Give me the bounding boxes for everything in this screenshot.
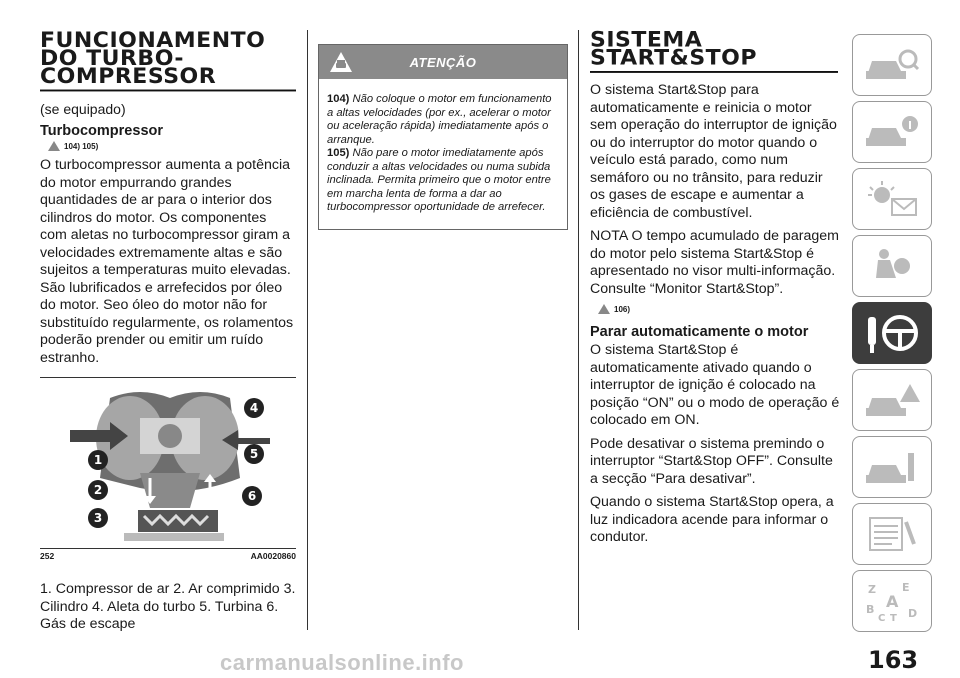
turbo-heading-line-1: FUNCIONAMENTO: [40, 28, 266, 53]
startstop-paragraph-1: O sistema Start&Stop para automaticamente e reinicia o motor sem operação do interruptor de ignição ou do interruptor do motor quando o veículo está parado, como num semáforo ou no trânsito, para reduzir os gases de escape e aumentar a eficiência de combustível.: [590, 82, 837, 221]
tab-car-search[interactable]: [852, 34, 932, 96]
warning-section: [318, 44, 568, 230]
startstop-paragraph-3: Pode desativar o sistema premindo o interruptor “Start&Stop OFF”. Consulte a secção “Para desativar”.: [590, 435, 833, 487]
tab-airbag-safety[interactable]: [852, 235, 932, 297]
callout-5: 5: [249, 447, 259, 461]
turbo-heading-line-3: COMPRESSOR: [40, 64, 217, 89]
startstop-ref-text: 106): [614, 304, 631, 314]
warning-item-number: 104): [327, 93, 350, 105]
warning-triangle-icon: [598, 304, 610, 314]
tab-car-info[interactable]: [852, 101, 932, 163]
index-letter: A: [886, 592, 899, 611]
warning-body: [319, 79, 567, 229]
startstop-heading: [590, 28, 838, 73]
specs-list-icon: [862, 514, 922, 554]
tab-specs-list[interactable]: [852, 503, 932, 565]
turbo-figure: [40, 377, 296, 549]
startstop-ref[interactable]: [598, 304, 840, 314]
warning-item-text: Não coloque o motor em funcionamento a altas velocidades (por ex., acelerar o motor ou aceleração rápida) imediatamente após o arranque.: [327, 93, 552, 146]
startstop-note: NOTA O tempo acumulado de paragem do motor pelo sistema Start&Stop é apresentado no visor multi-informação. Consulte “Monitor Start&Stop”.: [590, 228, 839, 297]
tab-alphabet-index[interactable]: [852, 570, 932, 632]
callout-6: 6: [247, 489, 257, 503]
index-letter: D: [908, 607, 918, 620]
equipped-note: (se equipado): [40, 101, 126, 117]
callout-1: 1: [93, 453, 103, 467]
startstop-paragraph-4: Quando o sistema Start&Stop opera, a luz indicadora acende para informar o condutor.: [590, 494, 834, 545]
chapter-tabs: [852, 34, 932, 637]
warning-header: [319, 45, 567, 79]
car-info-icon: [862, 112, 922, 152]
index-letter: E: [902, 581, 910, 594]
figure-legend: 1. Compressor de ar 2. Ar comprimido 3. Cilindro 4. Aleta do turbo 5. Turbina 6. Gás de escape: [40, 581, 296, 632]
callout-4: 4: [249, 401, 259, 415]
page-number: 163: [868, 646, 919, 674]
car-service-icon: [862, 447, 922, 487]
figure-page: 252: [40, 551, 55, 561]
warning-lights-icon: [862, 179, 922, 219]
callout-3: 3: [93, 511, 103, 525]
tab-steering-key[interactable]: [852, 302, 932, 364]
index-letter: C: [878, 613, 886, 623]
car-search-icon: [862, 45, 922, 85]
warning-triangle-icon: [48, 141, 60, 151]
turbo-section: [40, 30, 296, 640]
startstop-section: [590, 30, 840, 553]
steering-key-icon: [862, 311, 922, 355]
column-divider-1: [307, 30, 308, 630]
warning-title: ATENÇÃO: [409, 55, 477, 70]
column-divider-2: [578, 30, 579, 630]
warning-item: [327, 93, 557, 147]
startstop-heading-line-2: START&STOP: [590, 46, 757, 71]
index-letter: Z: [868, 583, 876, 596]
figure-code: AA0020860: [250, 551, 296, 561]
warning-item: [327, 147, 557, 215]
tab-warning-lights[interactable]: [852, 168, 932, 230]
warning-item-number: 105): [327, 147, 350, 159]
figure-caption-row: [40, 551, 296, 561]
index-letter: T: [890, 613, 897, 623]
turbo-heading: [40, 28, 296, 92]
startstop-heading-line-1: SISTEMA: [590, 28, 703, 52]
turbo-subheading: Turbocompressor: [40, 123, 164, 139]
startstop-subheading: Parar automaticamente o motor: [590, 324, 809, 340]
tab-car-service[interactable]: [852, 436, 932, 498]
callout-2: 2: [93, 483, 103, 497]
warning-ref[interactable]: [48, 141, 296, 151]
startstop-paragraph-2: O sistema Start&Stop é automaticamente ativado quando o interruptor de ignição é colocado na posição “ON” ou o modo de operação é colocado em ON.: [590, 342, 840, 428]
index-letter: B: [866, 603, 875, 616]
turbocharger-diagram: [40, 378, 296, 548]
alphabet-index-icon: [862, 579, 922, 623]
airbag-safety-icon: [862, 246, 922, 286]
watermark: carmanualsonline.info: [220, 650, 464, 675]
breakdown-icon: [862, 380, 922, 420]
warning-item-text: Não pare o motor imediatamente após conduzir a altas velocidades ou numa subida inclinada. Permita primeiro que o motor entre em marcha lenta de forma a dar ao turbocompressor oportunidade de arrefecer.: [327, 147, 551, 213]
warning-box: [318, 44, 568, 230]
tab-breakdown[interactable]: [852, 369, 932, 431]
turbo-heading-line-2: DO TURBO-: [40, 46, 184, 71]
warning-ref-text: 104) 105): [64, 141, 99, 151]
turbo-paragraph: O turbocompressor aumenta a potência do motor empurrando grandes quantidades de ar para o interior dos cilindros do motor. Os componentes com aletas no turbocompressor giram a velocidades extremamente altas e são sujeitos a temperaturas muito elevadas. São lubrificados e arrefecidos por óleo do motor. Seo óleo do motor não for substituído regularmente, os rolamentos poderão prender ou emitir um ruído estranho.: [40, 157, 294, 366]
